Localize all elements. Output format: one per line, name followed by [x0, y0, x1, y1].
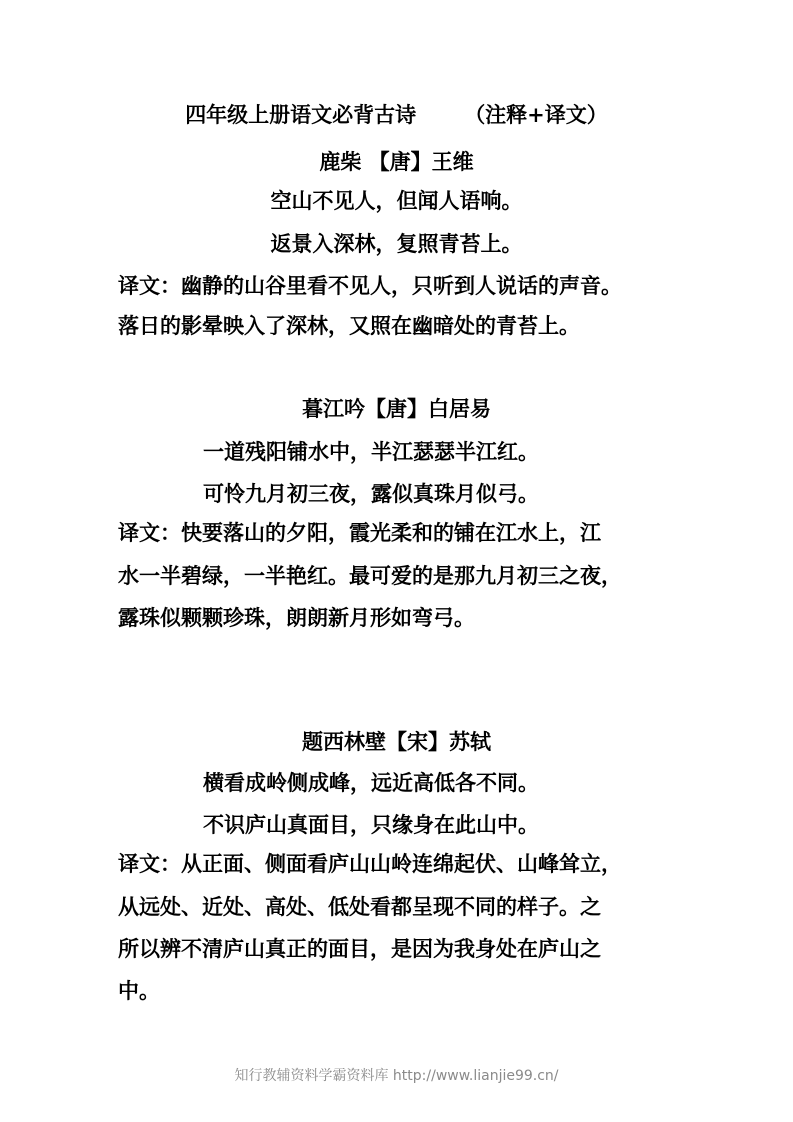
translation-line: 水一半碧绿，一半艳红。最可爱的是那九月初三之夜，: [118, 563, 622, 588]
footer-watermark: 知行教辅资料学霸资料库 http://www.lianjie99.cn/: [234, 1068, 559, 1084]
poem-line: 可怜九月初三夜，露似真珠月似弓。: [203, 481, 539, 506]
translation-line: 译文：快要落山的夕阳，霞光柔和的铺在江水上，江: [118, 520, 601, 545]
translation-line: 译文：从正面、侧面看庐山山岭连绵起伏、山峰耸立，: [118, 851, 622, 876]
page-title-note: （注释+译文）: [464, 102, 608, 127]
poem-line: 一道残阳铺水中，半江瑟瑟半江红。: [203, 439, 539, 464]
translation-line: 中。: [118, 978, 160, 1003]
translation-line: 译文：幽静的山谷里看不见人，只听到人说话的声音。: [118, 273, 622, 298]
page-title: [0, 100, 793, 130]
poem-line: 不识庐山真面目，只缘身在此山中。: [203, 812, 539, 837]
translation-line: 所以辨不清庐山真正的面目，是因为我身处在庐山之: [118, 936, 601, 961]
translation-line: 落日的影晕映入了深林，又照在幽暗处的青苔上。: [118, 313, 580, 338]
poem-line: 空山不见人，但闻人语响。: [270, 188, 523, 213]
translation-line: 从远处、近处、高处、低处看都呈现不同的样子。之: [118, 894, 601, 919]
translation-line: 露珠似颗颗珍珠，朗朗新月形如弯弓。: [118, 605, 475, 630]
poem-line: 横看成岭侧成峰，远近高低各不同。: [203, 770, 539, 795]
page-title-text: 四年级上册语文必背古诗: [185, 102, 417, 127]
poem-heading: 鹿柴 【唐】王维: [319, 149, 474, 174]
poem-line: 返景入深林，复照青苔上。: [270, 231, 523, 256]
poem-heading: 暮江吟【唐】白居易: [302, 396, 491, 421]
poem-heading: 题西林壁【宋】苏轼: [302, 729, 491, 754]
